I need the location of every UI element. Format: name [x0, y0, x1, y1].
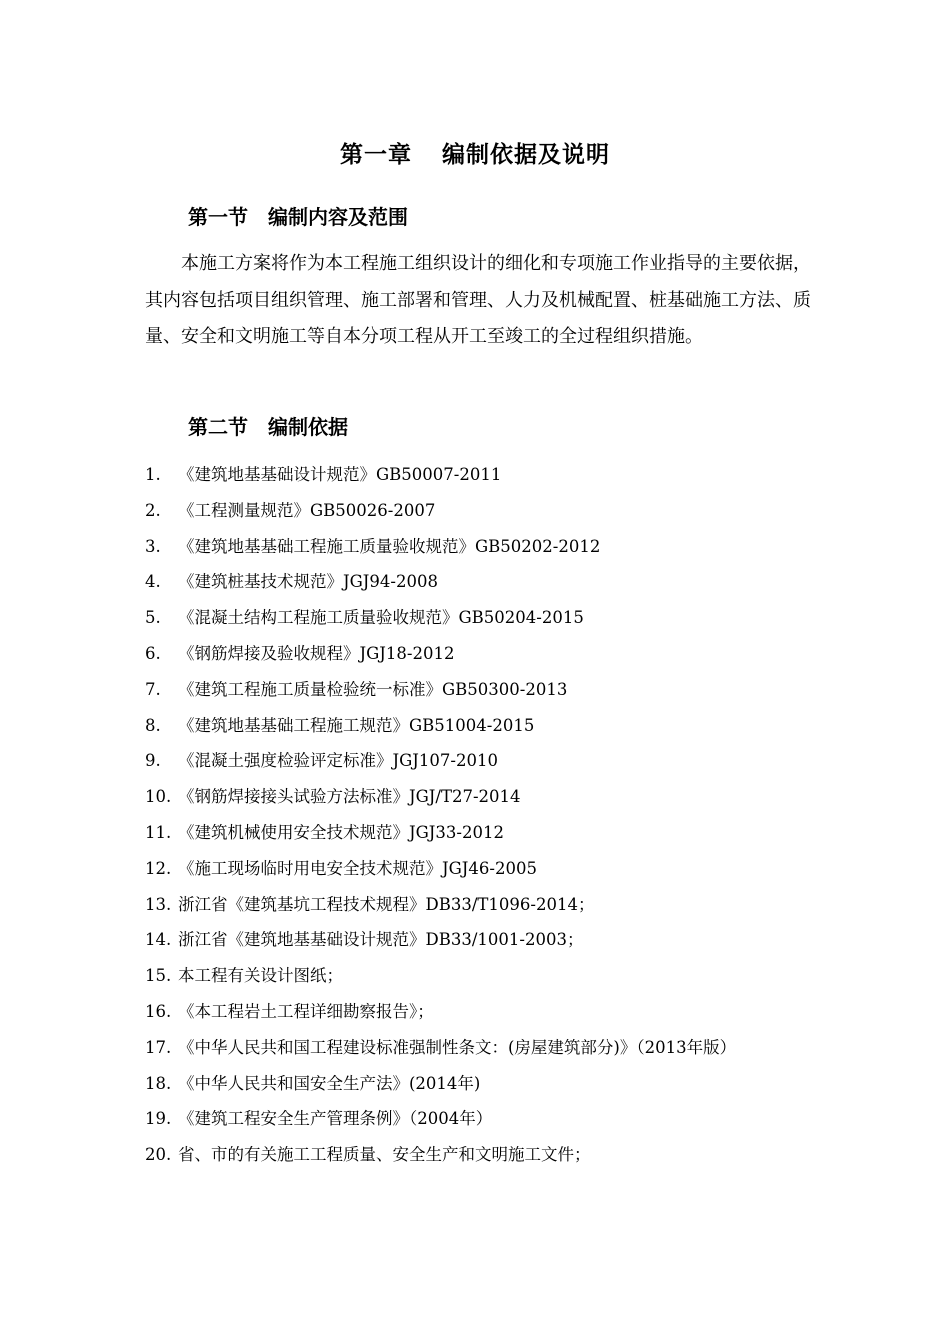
list-item-text: 《本工程岩土工程详细勘察报告》； [178, 1001, 434, 1021]
section-2-title: 编制依据 [268, 415, 348, 439]
list-item [145, 600, 811, 636]
list-item-text: 《建筑桩基技术规范》JGJ94-2008 [178, 572, 438, 592]
list-item [145, 636, 811, 672]
chapter-title-text: 编制依据及说明 [442, 142, 610, 168]
list-item [145, 708, 811, 744]
list-item-text: 《混凝土强度检验评定标准》JGJ107-2010 [178, 751, 498, 771]
list-item [145, 529, 811, 565]
section-1-number: 第一节 [188, 205, 248, 229]
list-item-text: 《建筑工程安全生产管理条例》（2004年） [178, 1109, 493, 1129]
reference-list [145, 457, 811, 1173]
list-item-text: 《钢筋焊接接头试验方法标准》JGJ/T27-2014 [178, 787, 521, 807]
chapter-title [0, 136, 950, 169]
list-item-text: 本工程有关设计图纸； [178, 966, 343, 986]
list-item [145, 672, 811, 708]
list-item-number: 20. [145, 1145, 172, 1165]
list-item [145, 457, 811, 493]
list-item-text: 《施工现场临时用电安全技术规范》JGJ46-2005 [178, 858, 537, 878]
list-item-text: 《建筑地基基础工程施工规范》GB51004-2015 [178, 715, 535, 735]
list-item-text: 《中华人民共和国安全生产法》(2014年) [178, 1073, 481, 1093]
list-item-text: 《钢筋焊接及验收规程》JGJ18-2012 [178, 643, 455, 663]
section-2-number: 第二节 [188, 415, 248, 439]
list-item-number: 11. [145, 822, 172, 842]
list-item [145, 958, 811, 994]
list-item-number: 16. [145, 1001, 172, 1021]
list-item-number: 2. [145, 500, 161, 520]
list-item-number: 8. [145, 715, 161, 735]
list-item-number: 12. [145, 858, 172, 878]
list-item-text: 《混凝土结构工程施工质量验收规范》GB50204-2015 [178, 608, 584, 628]
list-item [145, 922, 811, 958]
list-item-number: 10. [145, 787, 172, 807]
list-item-text: 《建筑地基基础设计规范》GB50007-2011 [178, 465, 502, 484]
list-item-text: 《建筑工程施工质量检验统一标准》GB50300-2013 [178, 679, 568, 699]
list-item-number: 15. [145, 966, 172, 986]
list-item-text: 浙江省《建筑地基基础设计规范》DB33/1001-2003； [178, 930, 584, 950]
list-item [145, 1137, 811, 1173]
list-item-number: 13. [145, 894, 172, 914]
list-item [145, 743, 811, 779]
list-item-text: 《建筑机械使用安全技术规范》JGJ33-2012 [178, 822, 504, 842]
list-item-number: 1. [145, 465, 161, 484]
section-1-paragraph: 本施工方案将作为本工程施工组织设计的细化和专项施工作业指导的主要依据，其内容包括项目组织管理、施工部署和管理、人力及机械配置、桩基础施工方法、质量、安全和文明施工等自本分项工程从开工至竣工的全过程组织措施。 [145, 253, 811, 347]
list-item [145, 1030, 811, 1066]
list-item [145, 1101, 811, 1137]
section-1-title: 编制内容及范围 [268, 205, 408, 229]
list-item [145, 851, 811, 887]
list-item-number: 7. [145, 679, 161, 699]
list-item-number: 14. [145, 930, 172, 950]
list-item-text: 省、市的有关施工工程质量、安全生产和文明施工文件； [178, 1145, 591, 1165]
list-item-number: 19. [145, 1109, 172, 1129]
list-item [145, 994, 811, 1030]
list-item-number: 17. [145, 1037, 172, 1057]
list-item-text: 《建筑地基基础工程施工质量验收规范》GB50202-2012 [178, 536, 601, 556]
chapter-number: 第一章 [340, 142, 412, 168]
list-item [145, 1066, 811, 1102]
list-item-number: 4. [145, 572, 161, 592]
list-item [145, 887, 811, 923]
list-item-number: 18. [145, 1073, 172, 1093]
list-item-number: 3. [145, 536, 161, 556]
list-item-text: 《工程测量规范》GB50026-2007 [178, 500, 436, 520]
section-2-heading [188, 411, 348, 440]
list-item-number: 6. [145, 643, 161, 663]
list-item-number: 9. [145, 751, 161, 771]
list-item [145, 815, 811, 851]
list-item-text: 《中华人民共和国工程建设标准强制性条文：(房屋建筑部分)》（2013年版） [178, 1037, 737, 1057]
list-item [145, 493, 811, 529]
list-item-text: 浙江省《建筑基坑工程技术规程》DB33/T1096-2014； [178, 894, 595, 914]
list-item-number: 5. [145, 608, 161, 628]
section-1-heading [188, 201, 408, 230]
list-item [145, 564, 811, 600]
list-item [145, 779, 811, 815]
